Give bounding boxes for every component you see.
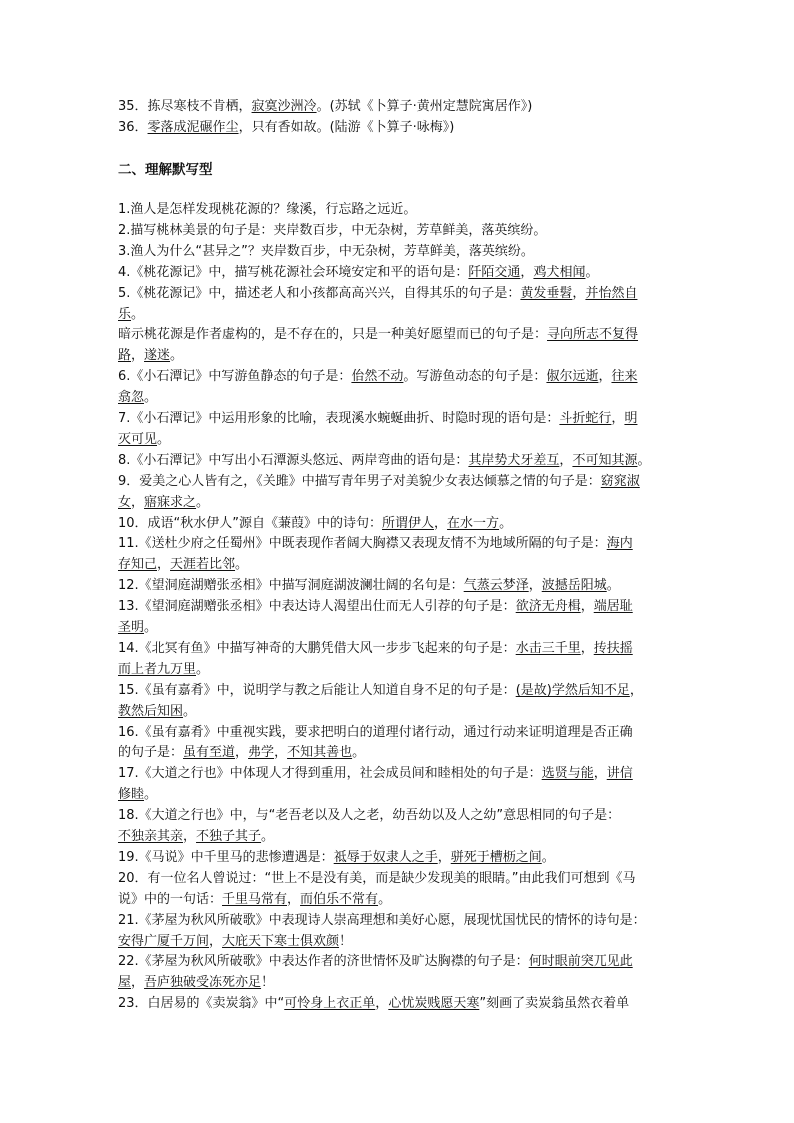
line-text: ，: [593, 766, 607, 782]
text-line: [118, 451, 688, 471]
line-text: 12.《望洞庭湖赠张丞相》中描写洞庭湖波澜壮阔的名句是：: [118, 578, 464, 594]
answer-text: 弗学: [248, 745, 275, 761]
text-line: [118, 890, 688, 910]
answer-text: 寻向所志不复得: [547, 327, 639, 343]
line-text: 10．成语“秋水伊人”源自《蒹葭》中的诗句：: [118, 515, 383, 531]
answer-text: 明: [624, 411, 638, 426]
answer-text: 其岸势犬牙差互: [468, 452, 560, 468]
line-text: 说》中的一句话：: [118, 891, 223, 907]
answer-text: 俶尔远逝: [546, 369, 599, 385]
text-line: [118, 284, 688, 304]
line-text: 。: [131, 306, 145, 322]
line-text: 。: [541, 849, 555, 865]
answer-text: 遂迷: [144, 348, 171, 364]
answer-text: 圣明: [118, 620, 145, 635]
line-text: 13.《望洞庭湖赠张丞相》中表达诗人渴望出仕而无人引荐的句子是：: [118, 599, 516, 615]
line-text: 。: [144, 620, 158, 635]
line-text: ，: [131, 494, 145, 510]
answer-text: 而伯乐不常有: [300, 891, 379, 907]
line-text: ，: [209, 933, 223, 949]
text-line: [118, 764, 688, 784]
answer-text: 骈死于槽枥之间: [450, 849, 542, 865]
line-text: ，: [580, 640, 594, 656]
line-text: ！: [339, 933, 353, 949]
text-line: [118, 932, 688, 952]
answer-text: 安得广厦千万间: [118, 933, 210, 949]
text-line: [118, 346, 688, 366]
answer-text: 窈窕淑: [600, 473, 640, 489]
line-text: 。: [183, 703, 197, 719]
line-text: 7.《小石潭记》中运用形象的比喻，表现溪水蜿蜒曲折、时隐时现的语句是：: [118, 411, 560, 426]
line-text: 14.《北冥有鱼》中描写神奇的大鹏凭借大风一步步飞起来的句子是：: [118, 640, 516, 656]
text-line: [118, 723, 688, 743]
line-text: ！: [261, 975, 275, 991]
text-line: [118, 785, 688, 805]
answer-text: 女: [118, 494, 132, 510]
answer-text: 阡陌交通: [468, 264, 521, 280]
line-text: 。: [606, 578, 620, 594]
line-text: 36．: [118, 120, 148, 135]
line-text: 1.渔人是怎样发现桃花源的？缘溪，行忘路之远近。: [118, 202, 417, 217]
line-text: ，: [434, 515, 448, 531]
line-text: 18.《大道之行也》中，与“老吾老以及人之老，幼吾幼以及人之幼”意思相同的句子是：: [118, 808, 621, 824]
text-line: [118, 305, 688, 325]
answer-text: 祗辱于奴隶人之手: [333, 849, 438, 865]
text-line: [118, 388, 688, 408]
text-line: [118, 97, 688, 117]
line-text: 17.《大道之行也》中体现人才得到重用，社会成员间和睦相处的句子是：: [118, 766, 542, 782]
line-text: 。: [157, 431, 171, 447]
line-text: 11.《送杜少府之任蜀州》中既表现作者阔大胸襟又表现友情不为地域所隔的句子是：: [118, 536, 607, 552]
text-line: [118, 911, 688, 931]
text-line: [118, 702, 688, 722]
text-line: [118, 848, 688, 868]
answer-text: 修睦: [118, 787, 145, 803]
line-text: 。: [196, 494, 210, 510]
text-line: [118, 555, 688, 575]
line-text: 的句子是：: [118, 745, 184, 761]
answer-text: 并怡然自: [585, 285, 638, 301]
line-text: 。: [585, 264, 599, 280]
text-line: [118, 576, 688, 596]
text-line: [118, 994, 688, 1014]
answer-text: 气蒸云梦泽: [463, 578, 529, 594]
text-line: [118, 743, 688, 763]
line-text: 6.《小石潭记》中写游鱼静态的句子是：: [118, 369, 352, 385]
text-line: [118, 325, 688, 345]
text-line: [118, 118, 688, 138]
text-line: [118, 618, 688, 638]
text-line: [118, 409, 688, 429]
answer-text: 虽有至道: [183, 745, 236, 761]
line-text: 20．有一位名人曾说过：“世上不是没有美，而是缺少发现美的眼睛。”由此我们可想到《马: [118, 870, 636, 886]
line-text: ，: [274, 745, 288, 761]
line-text: 。: [144, 390, 158, 406]
answer-text: 在水一方: [447, 515, 500, 531]
line-text: 35．拣尽寒枝不肯栖，: [118, 99, 252, 114]
text-line: [118, 430, 688, 450]
line-text: ，: [183, 829, 197, 844]
answer-text: 水击三千里: [515, 640, 581, 656]
answer-text: 寤寐求之: [144, 494, 197, 510]
answer-text: 不独子其子: [196, 829, 262, 844]
answer-text: 心忧炭贱愿天寒: [388, 996, 480, 1012]
line-text: ，: [287, 891, 301, 907]
answer-text: 海内: [606, 536, 633, 552]
line-text: 9．爱美之心人皆有之，《关雎》中描写青年男子对美貌少女表达倾慕之情的句子是：: [118, 473, 601, 489]
line-text: 19.《马说》中千里马的悲惨遭遇是：: [118, 849, 334, 865]
text-line: [118, 534, 688, 554]
answer-text: 大庇天下寒士俱欢颜: [222, 933, 340, 949]
line-text: ，: [235, 745, 249, 761]
line-text: ，: [559, 452, 573, 468]
line-text: 。: [170, 348, 184, 364]
answer-text: 存知己: [118, 557, 158, 573]
answer-text: 教然后知困: [118, 703, 184, 719]
text-line: [118, 221, 688, 241]
text-line: [118, 242, 688, 262]
answer-text: 不知其善也: [287, 745, 353, 761]
answer-text: 斗折蛇行: [559, 411, 612, 426]
line-text: 。: [499, 515, 513, 531]
line-text: ，: [131, 975, 145, 991]
answer-text: 千里马常有: [222, 891, 288, 907]
answer-text: 可怜身上衣正单: [284, 996, 376, 1012]
answer-text: (是故)学然后知不足: [515, 682, 630, 698]
text-line: [118, 367, 688, 387]
text-line: [118, 952, 688, 972]
text-line: [118, 493, 688, 513]
text-line: [118, 597, 688, 617]
section-heading: 二、理解默写型: [118, 162, 213, 178]
line-text: ，: [580, 599, 594, 615]
answer-text: 而上者九万里: [118, 661, 197, 677]
text-line: [118, 200, 688, 220]
answer-text: 抟扶摇: [593, 640, 633, 656]
text-line: [118, 639, 688, 659]
text-line: [118, 806, 688, 826]
answer-text: 所谓伊人: [382, 515, 435, 531]
line-text: 。: [378, 891, 392, 907]
text-line: [118, 973, 688, 993]
line-text: 23．白居易的《卖炭翁》中“: [118, 996, 285, 1012]
answer-text: 吾庐独破受冻死亦足: [144, 975, 262, 991]
answer-text: 路: [118, 348, 132, 364]
text-line: [118, 869, 688, 889]
line-text: 8.《小石潭记》中写出小石潭源头悠远、两岸弯曲的语句是：: [118, 452, 469, 468]
answer-text: 选贤与能: [541, 766, 594, 782]
answer-text: 寂寞沙洲冷: [251, 99, 317, 114]
line-text: ，: [375, 996, 389, 1012]
line-text: 22.《茅屋为秋风所破歌》中表达作者的济世情怀及旷达胸襟的句子是：: [118, 954, 529, 970]
line-text: 16.《虽有嘉肴》中重视实践，要求把明白的道理付诸行动，通过行动来证明道理是否正确: [118, 724, 633, 740]
answer-text: 黄发垂髫: [520, 285, 573, 301]
answer-text: 鸡犬相闻: [533, 264, 586, 280]
answer-text: 何时眼前突兀见此: [528, 954, 633, 970]
line-text: ，: [611, 411, 625, 426]
text-line: [118, 263, 688, 283]
line-text: ，: [598, 369, 612, 385]
line-text: 暗示桃花源是作者虚构的，是不存在的，只是一种美好愿望而已的句子是：: [118, 327, 548, 343]
line-text: 21.《茅屋为秋风所破歌》中表现诗人崇高理想和美好心愿，展现忧国忧民的情怀的诗句是：: [118, 912, 646, 928]
answer-text: 佁然不动: [351, 369, 404, 385]
line-text: ，只有香如故。(陆游《卜算子·咏梅》): [238, 120, 455, 135]
line-text: 15.《虽有嘉肴》中，说明学与教之后能让人知道自身不足的句子是：: [118, 682, 516, 698]
line-text: 。: [352, 745, 366, 761]
answer-text: 讲信: [606, 766, 633, 782]
line-text: ”刻画了卖炭翁虽然衣着单: [479, 996, 630, 1012]
line-text: 3.渔人为什么“甚异之”？夹岸数百步，中无杂树，芳草鲜美，落英缤纷。: [118, 243, 534, 259]
answer-text: 欲济无舟楫: [515, 599, 581, 615]
text-line: [118, 472, 688, 492]
answer-text: 乐: [118, 306, 132, 322]
answer-text: 天涯若比邻: [170, 557, 236, 573]
line-text: 4.《桃花源记》中，描写桃花源社会环境安定和平的语句是：: [118, 264, 469, 280]
line-text: 5.《桃花源记》中，描述老人和小孩都高高兴兴，自得其乐的句子是：: [118, 285, 521, 301]
line-text: 。写游鱼动态的句子是：: [403, 369, 547, 385]
line-text: ，: [572, 285, 586, 301]
line-text: 。: [235, 557, 249, 573]
line-text: ，: [520, 264, 534, 280]
answer-text: 波撼岳阳城: [541, 578, 607, 594]
answer-text: 翕忽: [118, 390, 145, 406]
line-text: ，: [131, 348, 145, 364]
line-text: ，: [528, 578, 542, 594]
answer-text: 屋: [118, 975, 132, 991]
answer-text: 不可知其源: [572, 452, 638, 468]
answer-text: 往来: [611, 369, 638, 385]
answer-text: 灭可见: [118, 431, 158, 447]
text-line: [118, 514, 688, 534]
line-text: 。(苏轼《卜算子·黄州定慧院寓居作》): [316, 99, 533, 114]
line-text: 。: [196, 661, 210, 677]
line-text: 2.描写桃林美景的句子是：夹岸数百步，中无杂树，芳草鲜美，落英缤纷。: [118, 222, 547, 238]
line-text: ，: [437, 849, 451, 865]
line-text: 。: [637, 452, 651, 468]
line-text: 。: [261, 829, 275, 844]
text-line: [118, 827, 688, 847]
line-text: 。: [144, 787, 158, 803]
answer-text: 端居耻: [593, 599, 633, 615]
answer-text: 不独亲其亲: [118, 829, 184, 844]
line-text: ，: [157, 557, 171, 573]
answer-text: 零落成泥碾作尘: [147, 120, 239, 135]
text-line: [118, 660, 688, 680]
line-text: ，: [629, 682, 643, 698]
text-line: [118, 681, 688, 701]
